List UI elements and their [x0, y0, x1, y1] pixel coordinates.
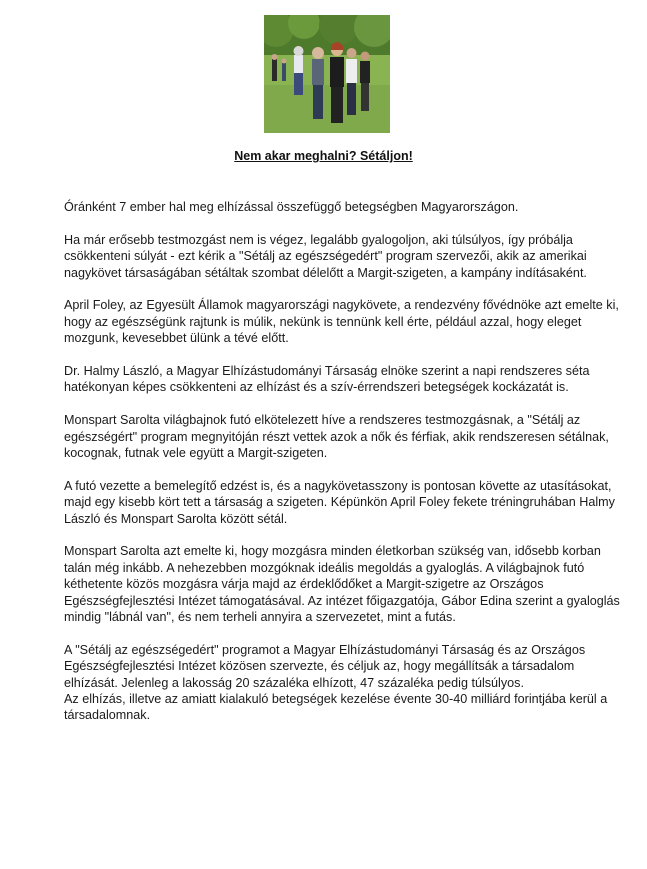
paragraph: Monspart Sarolta azt emelte ki, hogy mozgásra minden életkorban szükség van, idősebb korban talán még inkább. A nehezebben mozgóknak ideális megoldás a gyaloglás. A világbajnok futó kéthetente közös mozgásra várja majd az érdeklődőket a Margit-szigetre az Országos Egészségfejlesztési Intézet támogatásával. Az intézet főigazgatója, Gábor Edina szerint a gyaloglás mindig "lábnál van", és nem terheli annyira a szervezetet, mint a futás.: [64, 544, 620, 625]
article-title: Nem akar meghalni? Sétáljon!: [234, 149, 413, 163]
article-photo: [264, 15, 390, 133]
paragraph: Monspart Sarolta világbajnok futó elkötelezett híve a rendszeres testmozgásnak, a "Sétálj az egészségért" program megnyitóján részt vettek azok a nők és férfiak, akik rendszeresen sétálnak, kocognak, futnak vele együtt a Margit-szigeten.: [64, 413, 609, 461]
paragraph: Óránként 7 ember hal meg elhízással összefüggő betegségben Magyarországon.: [64, 200, 519, 214]
paragraph: Dr. Halmy László, a Magyar Elhízástudományi Társaság elnöke szerint a napi rendszeres séta hatékonyan képes csökkenteni az elhízást és a szív-érrendszeri betegségek kockázatát is.: [64, 364, 590, 395]
paragraph: A "Sétálj az egészségedért" programot a Magyar Elhízástudományi Társaság és az Országos Egészségfejlesztési Intézet közösen szervezte, és céljuk az, hogy megállítsák a társadalom elhízását. Jelenleg a lakosság 20 százaléka elhízott, 47 százaléka pedig túlsúlyos.: [64, 642, 586, 690]
article-body: [64, 199, 629, 724]
paragraph: April Foley, az Egyesült Államok magyarországi nagykövete, a rendezvény fővédnöke azt emelte ki, hogy az egészségünk rajtunk is múlik, nekünk is tennünk kell érte, például azzal, hogy eleget mozgunk, kevesebbet ülünk a tévé előtt.: [64, 298, 619, 346]
paragraph: Ha már erősebb testmozgást nem is végez, legalább gyalogoljon, aki túlsúlyos, így próbálja csökkenteni súlyát - ezt kérik a "Sétálj az egészségedért" program szervezői, akik az amerikai nagykövet társaságában sétáltak szombat délelőtt a Margit-szigeten, a kampány indításaként.: [64, 232, 587, 280]
paragraph: Az elhízás, illetve az amiatt kialakuló betegségek kezelése évente 30-40 milliárd forintjába kerül a társadalomnak.: [64, 692, 608, 723]
paragraph: A futó vezette a bemelegítő edzést is, és a nagykövetasszony is pontosan követte az utasításokat, majd egy kisebb kört tett a társaság a szigeten. Képünkön April Foley fekete tréningruhában Halmy László és Monspart Sarolta között sétál.: [64, 478, 615, 526]
